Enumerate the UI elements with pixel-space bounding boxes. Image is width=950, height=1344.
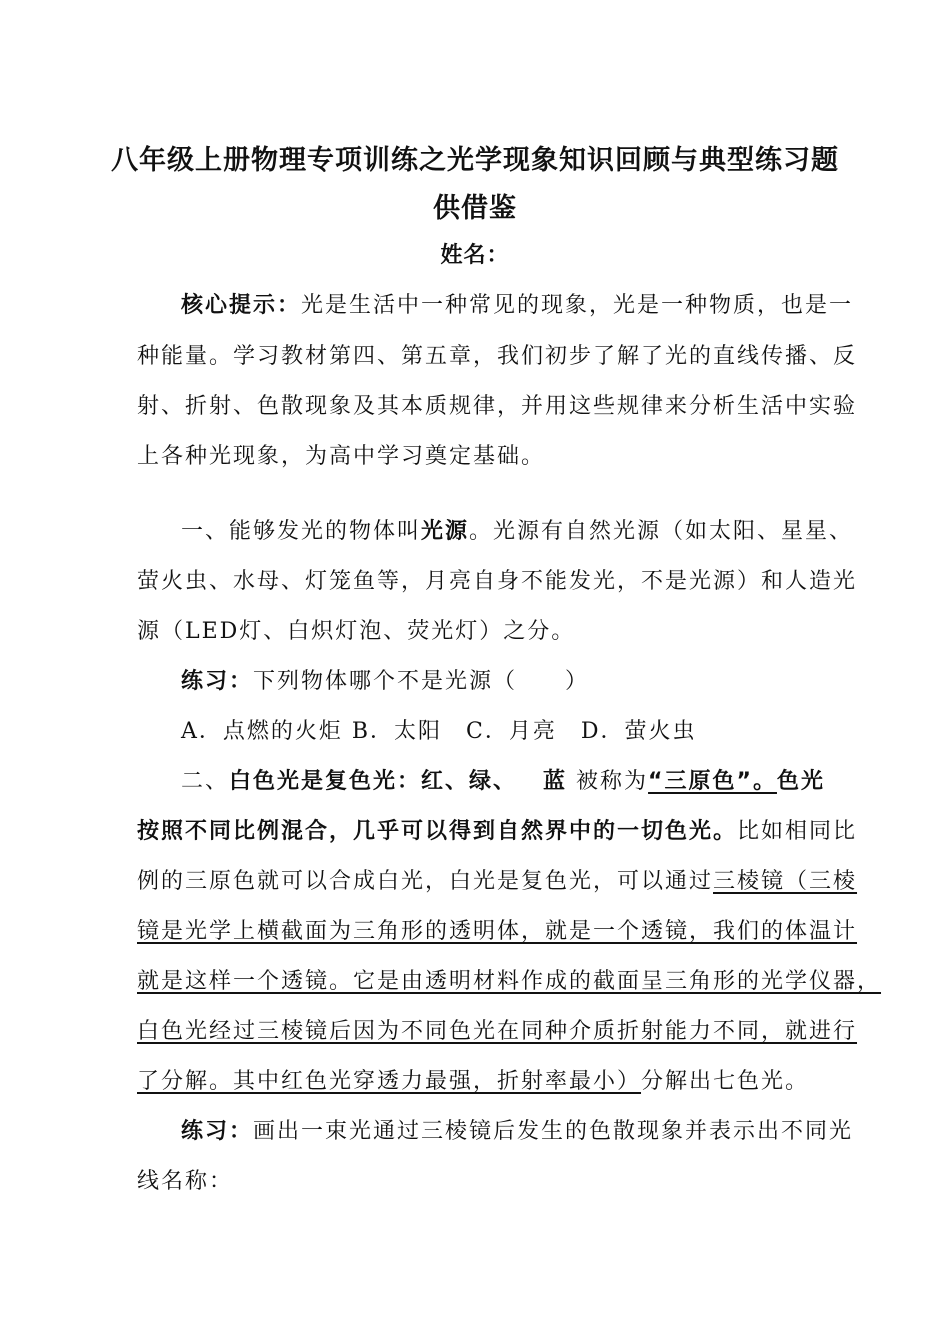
term-light-source: 光源 [421, 519, 470, 544]
exercise-label: 练习： [181, 1119, 254, 1144]
s1-line-3: 源（LED灯、白炽灯泡、荧光灯）之分。 [137, 619, 576, 644]
core-line-4: 上各种光现象，为高中学习奠定基础。 [137, 444, 546, 469]
s2-line-5: 就是这样一个透镜。它是由透明材料作成的截面呈三角形的光学仪器， [137, 969, 882, 994]
s2-line-2: 按照不同比例混合，几乎可以得到自然界中的一切色光。比如相同比 [137, 819, 858, 844]
core-line-3: 射、折射、色散现象及其本质规律，并用这些规律来分析生活中实验 [137, 394, 858, 419]
s1-exercise: 练习：下列物体哪个不是光源（ ） [181, 669, 590, 694]
name-label: 姓名： [440, 243, 510, 268]
exercise-label: 练习： [181, 669, 254, 694]
three-primary-colors: “三原色”。 [648, 769, 777, 794]
s2-line-4: 镜是光学上横截面为三角形的透明体，就是一个透镜，我们的体温计 [137, 919, 858, 944]
core-line-2: 种能量。学习教材第四、第五章，我们初步了解了光的直线传播、反 [137, 344, 858, 369]
s2-line-1: 二、白色光是复色光：红、绿、 蓝 被称为“三原色”。色光 [181, 769, 825, 794]
s2-line-6: 白色光经过三棱镜后因为不同色光在同种介质折射能力不同，就进行 [137, 1019, 858, 1044]
s1-line-2: 萤火虫、水母、灯笼鱼等，月亮自身不能发光，不是光源）和人造光 [137, 569, 858, 594]
s2-line-3: 例的三原色就可以合成白光，白光是复色光，可以通过三棱镜（三棱 [137, 869, 858, 894]
s2-exercise: 练习：画出一束光通过三棱镜后发生的色散现象并表示出不同光 [181, 1119, 854, 1144]
doc-title: 八年级上册物理专项训练之光学现象知识回顾与典型练习题 [111, 145, 839, 176]
doc-subtitle: 供借鉴 [433, 193, 517, 224]
core-line-1: 核心提示：光是生活中一种常见的现象，光是一种物质，也是一 [181, 293, 854, 318]
core-label: 核心提示： [181, 293, 302, 318]
s1-line-1: 一、能够发光的物体叫光源。光源有自然光源（如太阳、星星、 [181, 519, 854, 544]
s2-line-7: 了分解。其中红色光穿透力最强，折射率最小）分解出七色光。 [137, 1069, 810, 1094]
s2-exercise-line-2: 线名称： [137, 1169, 234, 1194]
s1-options: A．点燃的火炬 B．太阳 C．月亮 D．萤火虫 [181, 719, 697, 744]
